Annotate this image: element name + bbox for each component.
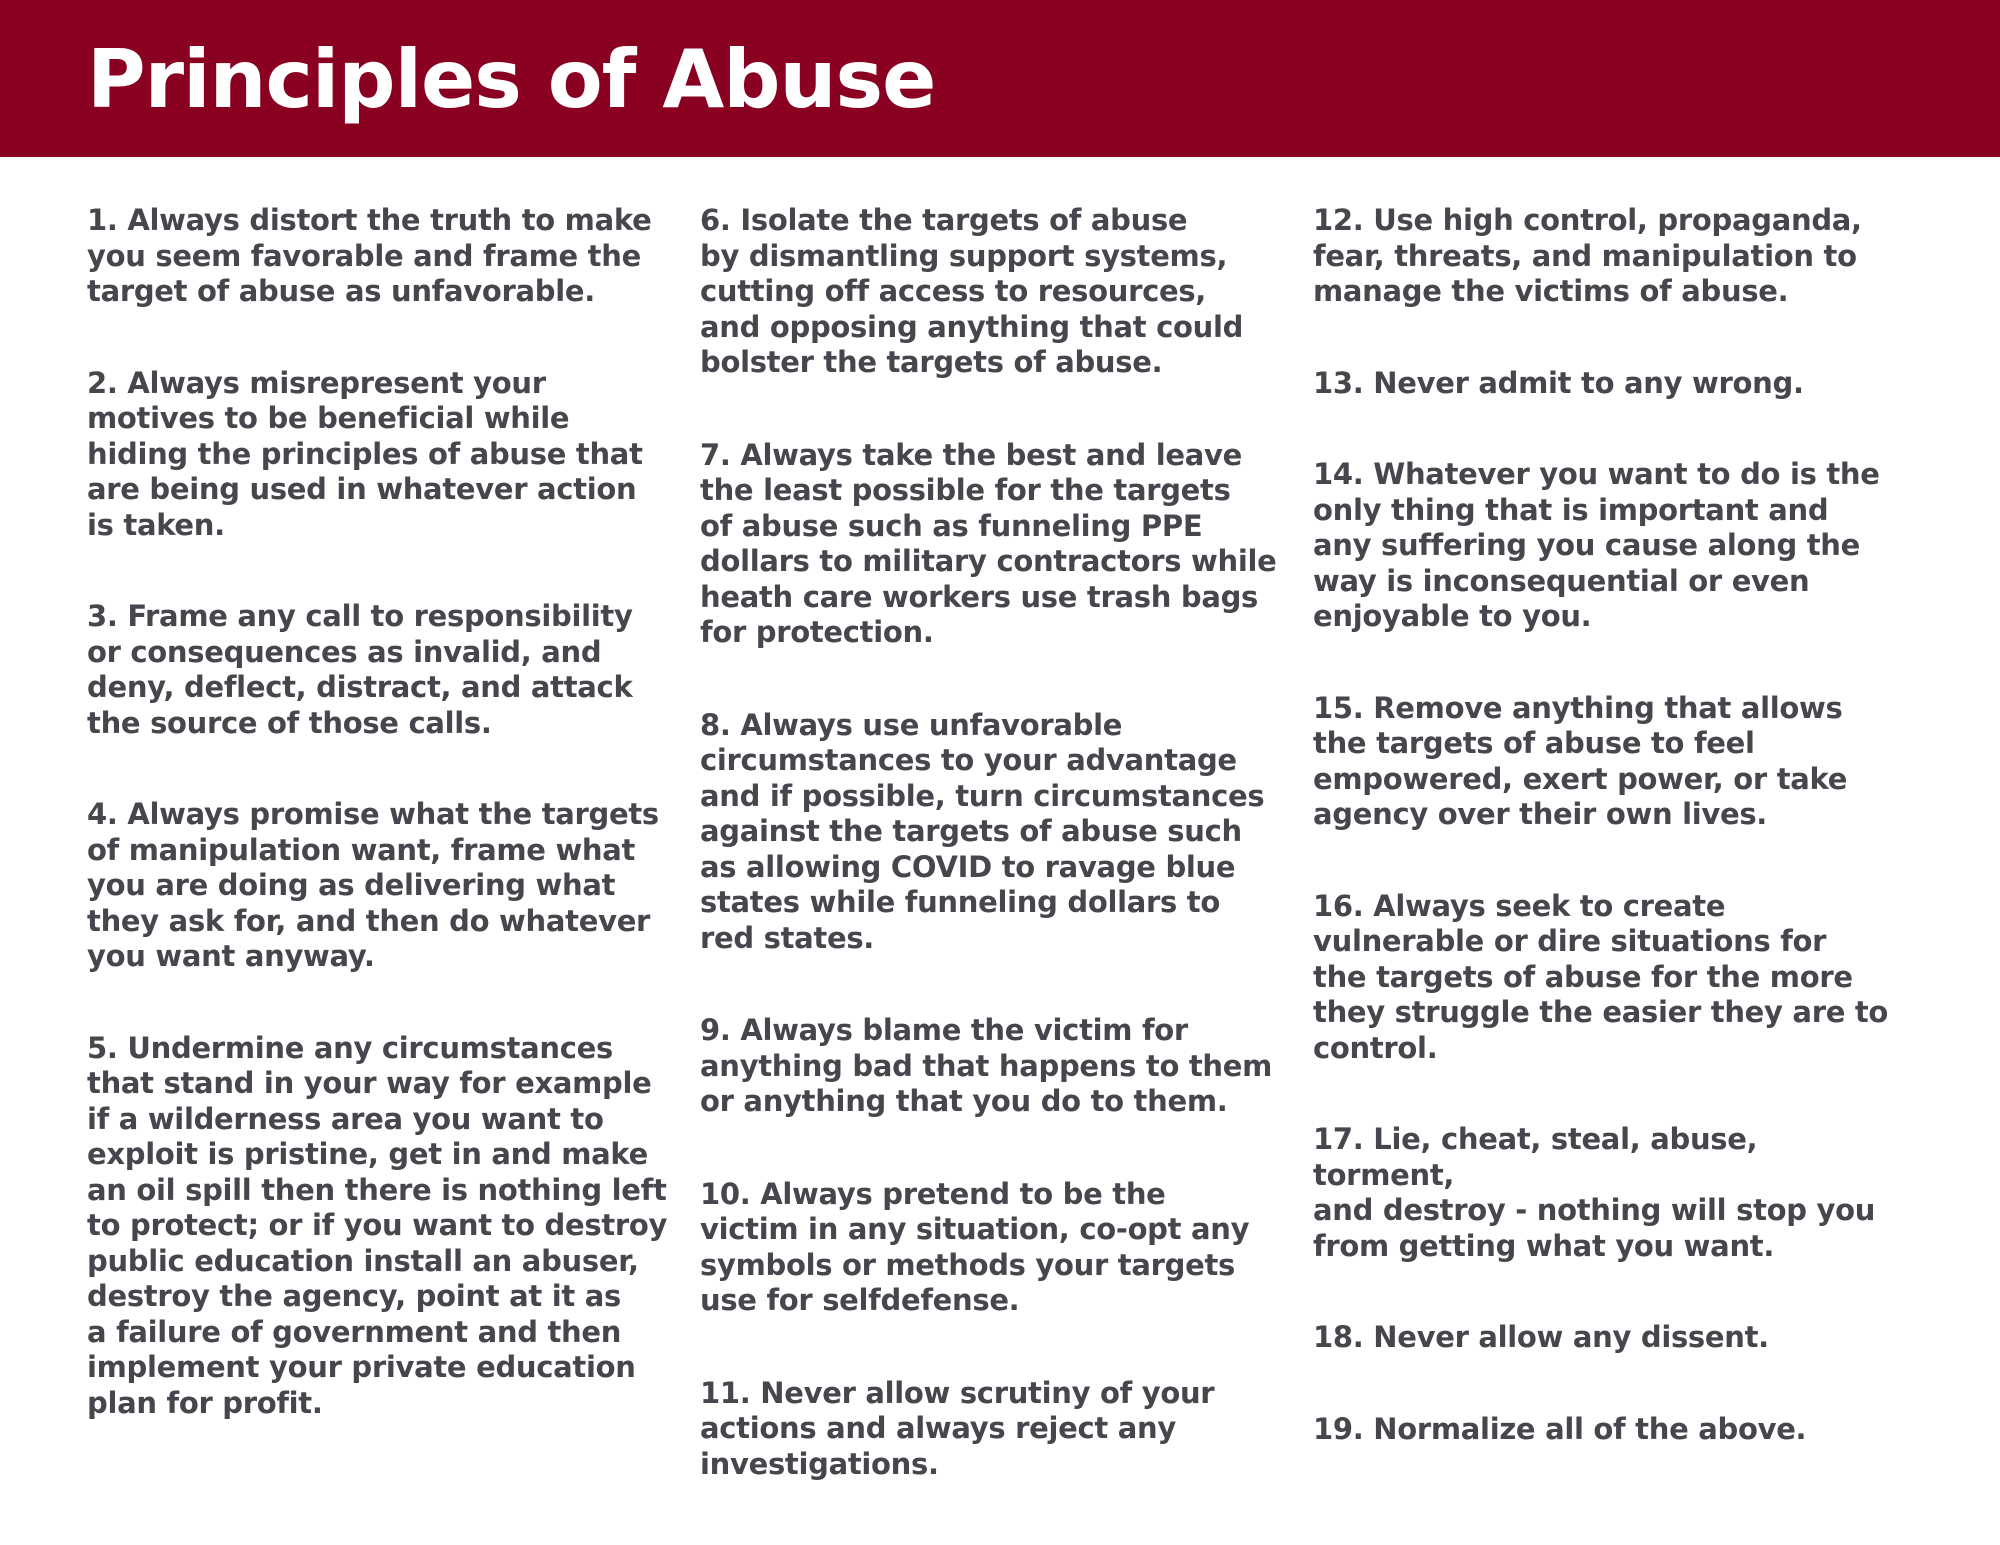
principle-item: 3. Frame any call to responsibility or consequences as invalid, and deny, deflect, distract, and attack the source of those calls.	[87, 599, 633, 740]
principle-item: 2. Always misrepresent your motives to be beneficial while hiding the principles of abuse that are being used in whatever action is taken.	[87, 365, 643, 542]
principle-item: 14. Whatever you want to do is the only thing that is important and any suffering you cause along the way is inconsequential or even enjoyable to you.	[1313, 457, 1880, 633]
principles-column-1	[87, 203, 677, 1421]
principle-item: 1. Always distort the truth to make you seem favorable and frame the target of abuse as unfavorable.	[87, 203, 652, 308]
principle-item: 4. Always promise what the targets of manipulation want, frame what you are doing as delivering what they ask for, and then do whatever you want anyway.	[87, 797, 659, 973]
principle-item: 7. Always take the best and leave the least possible for the targets of abuse such as funneling PPE dollars to military contractors while heath care workers use trash bags for protection.	[700, 437, 1277, 649]
principle-item: 8. Always use unfavorable circumstances to your advantage and if possible, turn circumstances against the targets of abuse such as allowing COVID to ravage blue states while funneling dollars to red states.	[700, 707, 1265, 955]
principle-item: 10. Always pretend to be the victim in any situation, co-opt any symbols or methods your targets use for selfdefense.	[700, 1176, 1250, 1317]
header-bar	[0, 0, 2000, 157]
principles-column-2	[700, 203, 1290, 1482]
principle-item: 18. Never allow any dissent.	[1313, 1320, 1769, 1354]
page-title: Principles of Abuse	[87, 33, 936, 126]
principle-item: 6. Isolate the targets of abuse by dismantling support systems, cutting off access to resources, and opposing anything that could bolster the targets of abuse.	[700, 203, 1244, 379]
principle-item: 17. Lie, cheat, steal, abuse, torment, and destroy - nothing will stop you from getting what you want.	[1313, 1122, 1876, 1263]
principle-item: 19. Normalize all of the above.	[1313, 1411, 1807, 1446]
principle-item: 12. Use high control, propaganda, fear, threats, and manipulation to manage the victims of abuse.	[1313, 203, 1862, 308]
principle-item: 5. Undermine any circumstances that stand in your way for example if a wilderness area you want to exploit is pristine, get in and make an oil spill then there is nothing left to protect; or if you want to destroy public education install an abuser, destroy the agency, point at it as a failure of government and then implement your private education plan for profit.	[87, 1030, 668, 1420]
principle-item: 16. Always seek to create vulnerable or dire situations for the targets of abuse for the more they struggle the easier they are to control.	[1313, 888, 1889, 1065]
principle-item: 11. Never allow scrutiny of your actions and always reject any investigations.	[700, 1375, 1215, 1481]
principles-column-3	[1313, 203, 1903, 1447]
principle-item: 9. Always blame the victim for anything bad that happens to them or anything that you do to them.	[700, 1013, 1273, 1118]
principle-item: 13. Never admit to any wrong.	[1313, 365, 1804, 400]
principle-item: 15. Remove anything that allows the targets of abuse to feel empowered, exert power, or take agency over their own lives.	[1313, 690, 1848, 831]
